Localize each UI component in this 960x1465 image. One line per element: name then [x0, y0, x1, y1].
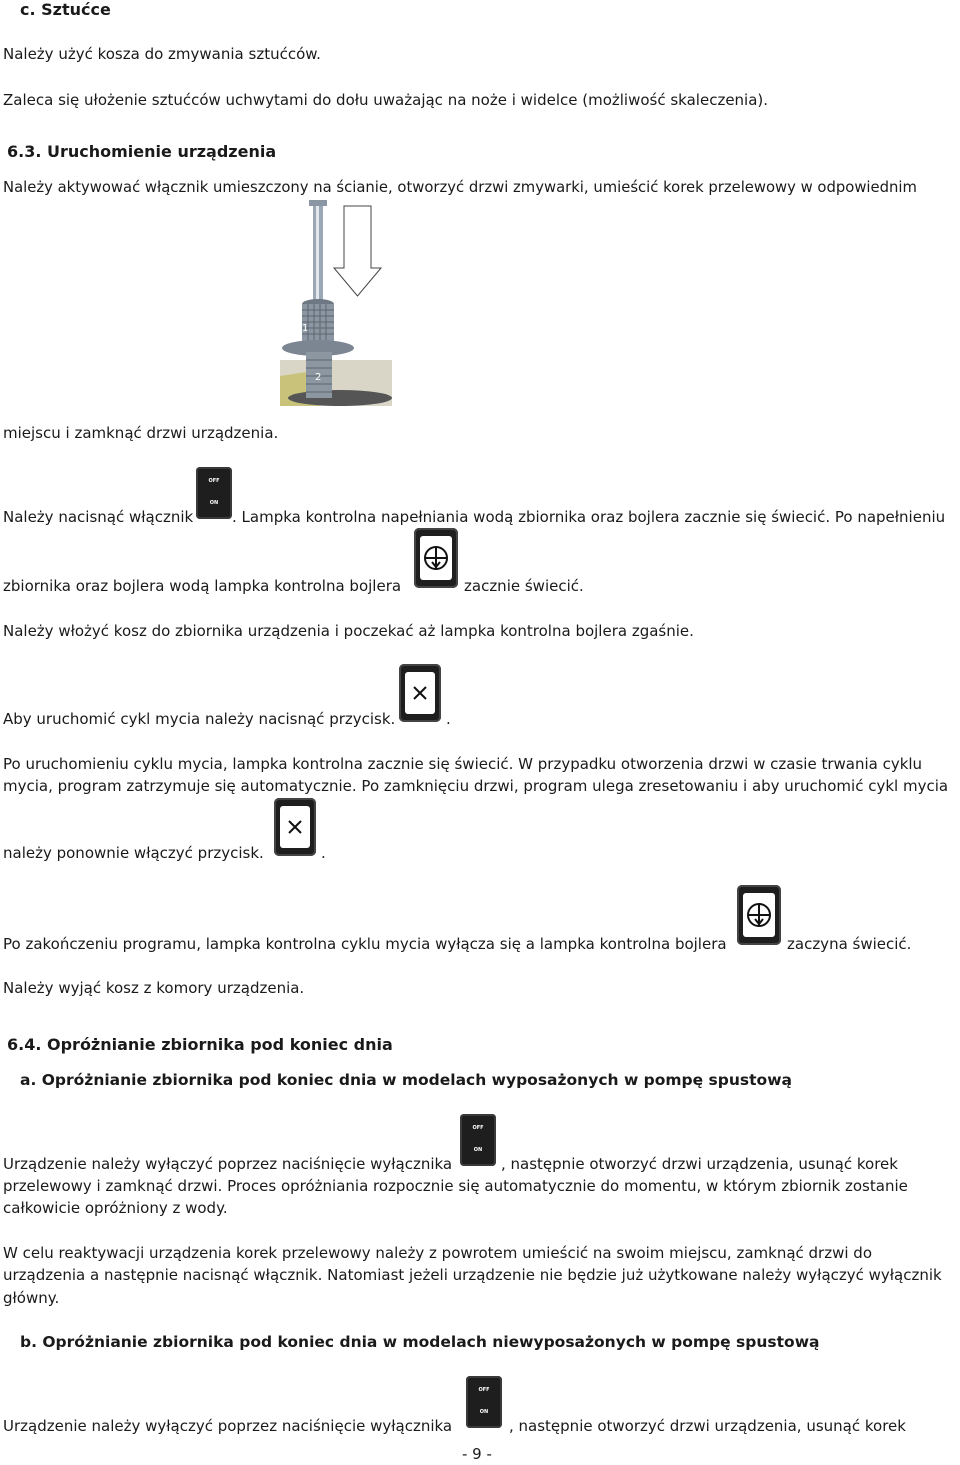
paragraph: całkowicie opróżniony z wody.: [3, 1199, 228, 1217]
paragraph: mycia, program zatrzymuje się automatycznie. Po zamknięciu drzwi, program ulega zresetowaniu i aby uruchomić cykl mycia: [3, 777, 949, 795]
subsection-a-heading: a. Opróżnianie zbiornika pod koniec dnia w modelach wyposażonych w pompę spustową: [20, 1071, 792, 1089]
section-c-heading: c. Sztućce: [20, 0, 111, 19]
paragraph: Należy aktywować włącznik umieszczony na ścianie, otworzyć drzwi zmywarki, umieścić korek przelewowy w odpowiednim: [3, 179, 917, 196]
paragraph: urządzenia a następnie nacisnąć włącznik. Natomiast jeżeli urządzenie nie będzie już użytkowane należy wyłączyć wyłącznik: [3, 1266, 942, 1284]
power-switch-icon: [196, 467, 232, 519]
power-switch-icon: [466, 1376, 502, 1428]
page-number: - 9 -: [462, 1445, 492, 1463]
boiler-indicator-icon: [737, 885, 781, 945]
boiler-indicator-icon: [414, 528, 458, 588]
paragraph: .: [446, 710, 451, 728]
paragraph: miejscu i zamknąć drzwi urządzenia.: [3, 424, 279, 442]
wash-cycle-button-icon: [274, 798, 316, 856]
paragraph: zaczyna świecić.: [787, 935, 912, 953]
paragraph: Po uruchomieniu cyklu mycia, lampka kontrolna zacznie się świecić. W przypadku otworzenia drzwi w czasie trwania cyklu: [3, 755, 923, 773]
drain-filter-figure: [280, 200, 392, 406]
section-63-heading: 6.3. Uruchomienie urządzenia: [7, 142, 277, 161]
paragraph: Należy użyć kosza do zmywania sztućców.: [3, 45, 321, 63]
paragraph: należy ponownie włączyć przycisk.: [3, 844, 264, 862]
section-64-heading: 6.4. Opróżnianie zbiornika pod koniec dnia: [7, 1035, 393, 1054]
paragraph: Aby uruchomić cykl mycia należy nacisnąć przycisk.: [3, 710, 396, 728]
paragraph: Zaleca się ułożenie sztućców uchwytami do dołu uważając na noże i widelce (możliwość skaleczenia).: [3, 91, 769, 109]
paragraph: .: [321, 844, 326, 862]
switch-on-label: ON: [479, 1409, 489, 1415]
paragraph: . Lampka kontrolna napełniania wodą zbiornika oraz bojlera zacznie się świecić. Po napełnieniu: [232, 508, 946, 526]
wash-cycle-button-icon: [399, 664, 441, 722]
subsection-b-heading: b. Opróżnianie zbiornika pod koniec dnia w modelach niewyposażonych w pompę spustową: [20, 1333, 820, 1351]
paragraph: Należy włożyć kosz do zbiornika urządzenia i poczekać aż lampka kontrolna bojlera zgaśnie.: [3, 622, 694, 640]
switch-off-label: OFF: [472, 1125, 484, 1131]
paragraph: Po zakończeniu programu, lampka kontrolna cyklu mycia wyłącza się a lampka kontrolna bojlera: [3, 935, 727, 953]
paragraph: Urządzenie należy wyłączyć poprzez naciśnięcie wyłącznika: [3, 1155, 453, 1173]
paragraph: zacznie świecić.: [464, 577, 584, 595]
paragraph: , następnie otworzyć drzwi urządzenia, usunąć korek: [501, 1155, 898, 1173]
paragraph: W celu reaktywacji urządzenia korek przelewowy należy z powrotem umieścić na swoim miejscu, zamknąć drzwi do: [3, 1244, 873, 1262]
paragraph: , następnie otworzyć drzwi urządzenia, usunąć korek: [509, 1417, 906, 1435]
paragraph: Należy wyjąć kosz z komory urządzenia.: [3, 979, 305, 997]
paragraph: główny.: [3, 1289, 60, 1307]
switch-on-label: ON: [209, 500, 219, 506]
paragraph: zbiornika oraz bojlera wodą lampka kontrolna bojlera: [3, 577, 402, 595]
paragraph: Należy nacisnąć włącznik: [3, 508, 194, 526]
switch-on-label: ON: [473, 1147, 483, 1153]
figure-label-1: 1: [302, 323, 309, 334]
power-switch-icon: [460, 1114, 496, 1166]
switch-off-label: OFF: [478, 1387, 490, 1393]
paragraph: Urządzenie należy wyłączyć poprzez naciśnięcie wyłącznika: [3, 1417, 453, 1435]
switch-off-label: OFF: [208, 478, 220, 484]
figure-label-2: 2: [315, 372, 322, 383]
paragraph: przelewowy i zamknąć drzwi. Proces opróżniania rozpocznie się automatycznie do momentu, w którym zbiornik zostanie: [3, 1177, 908, 1195]
